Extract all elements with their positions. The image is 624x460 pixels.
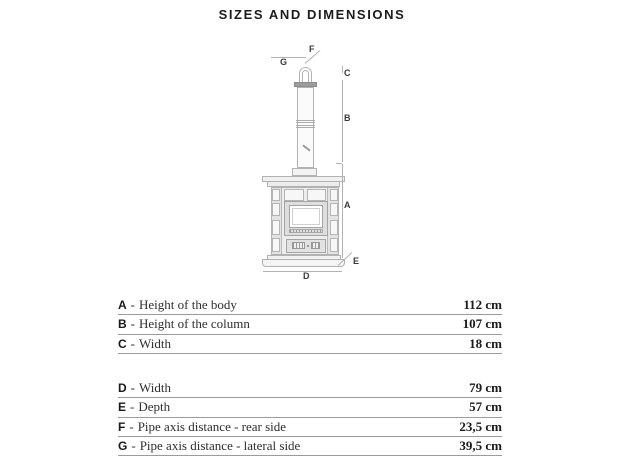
row-separator: - [129,418,134,434]
row-letter: E [118,400,127,415]
row-separator: - [130,380,136,396]
row-letter: F [118,419,126,434]
dim-label-d: D [303,271,310,281]
row-text: Height of the body [139,297,237,313]
row-value: 57 cm [469,399,502,415]
stove-door-glass [292,208,320,225]
tile [330,220,338,235]
drawer-vent [311,242,320,249]
table-row [118,315,502,334]
row-letter: D [118,381,127,396]
dimensions-table-body [118,296,502,354]
drawer-knob [307,245,309,247]
row-value: 112 cm [463,297,502,313]
row-text: Pipe axis distance - lateral side [139,438,301,454]
row-separator: - [131,438,136,454]
pipe-joint-band [296,125,315,128]
row-letter: C [118,336,127,351]
row-text: Height of the column [139,316,250,332]
row-value: 79 cm [469,380,502,396]
tile [330,189,338,201]
row-value: 107 cm [462,316,502,332]
row-label [118,380,171,396]
table-row [118,379,502,398]
tile [272,203,280,216]
table-row [118,335,502,354]
row-letter: B [118,317,127,332]
row-text: Width [139,380,171,396]
dim-label-e: E [353,256,360,266]
stove-plinth-base [262,259,345,267]
table-row [118,296,502,315]
row-text: Depth [138,399,171,415]
row-separator: - [130,335,136,351]
tile [272,238,280,252]
dim-label-b: B [344,113,351,123]
row-label [118,336,171,352]
stove-door-window [289,205,323,228]
tile [307,189,326,201]
pipe-joint-band [296,120,315,123]
dim-label-c: C [344,68,351,78]
dim-label-g: G [280,57,288,67]
row-label [118,297,237,313]
row-separator: - [130,399,135,415]
tile [330,203,338,216]
row-separator: - [130,316,136,332]
table-row [118,398,502,417]
dim-label-a: A [344,200,351,210]
table-row [118,418,502,437]
dimensions-table-base [118,379,502,456]
door-vent-strip [289,229,323,233]
row-value: 39,5 cm [459,438,502,454]
dim-label-f: F [309,44,315,54]
row-label [118,419,286,435]
tile [272,189,280,201]
row-value: 18 cm [469,335,502,351]
tile [284,189,304,201]
row-separator: - [130,297,136,313]
tile [330,238,338,252]
row-text: Pipe axis distance - rear side [137,418,287,434]
page-title: SIZES AND DIMENSIONS [218,7,406,22]
dimension-line-g [271,57,306,58]
row-letter: G [118,439,128,454]
row-label [118,399,170,415]
row-value: 23,5 cm [459,418,502,434]
row-letter: A [118,298,127,313]
drawer-vent [292,242,305,249]
row-label [118,316,250,332]
table-row [118,437,502,456]
tile [272,220,280,235]
row-text: Width [139,335,171,351]
pipe-base [292,168,317,176]
row-label [118,438,300,454]
dimension-line-a [342,164,343,258]
